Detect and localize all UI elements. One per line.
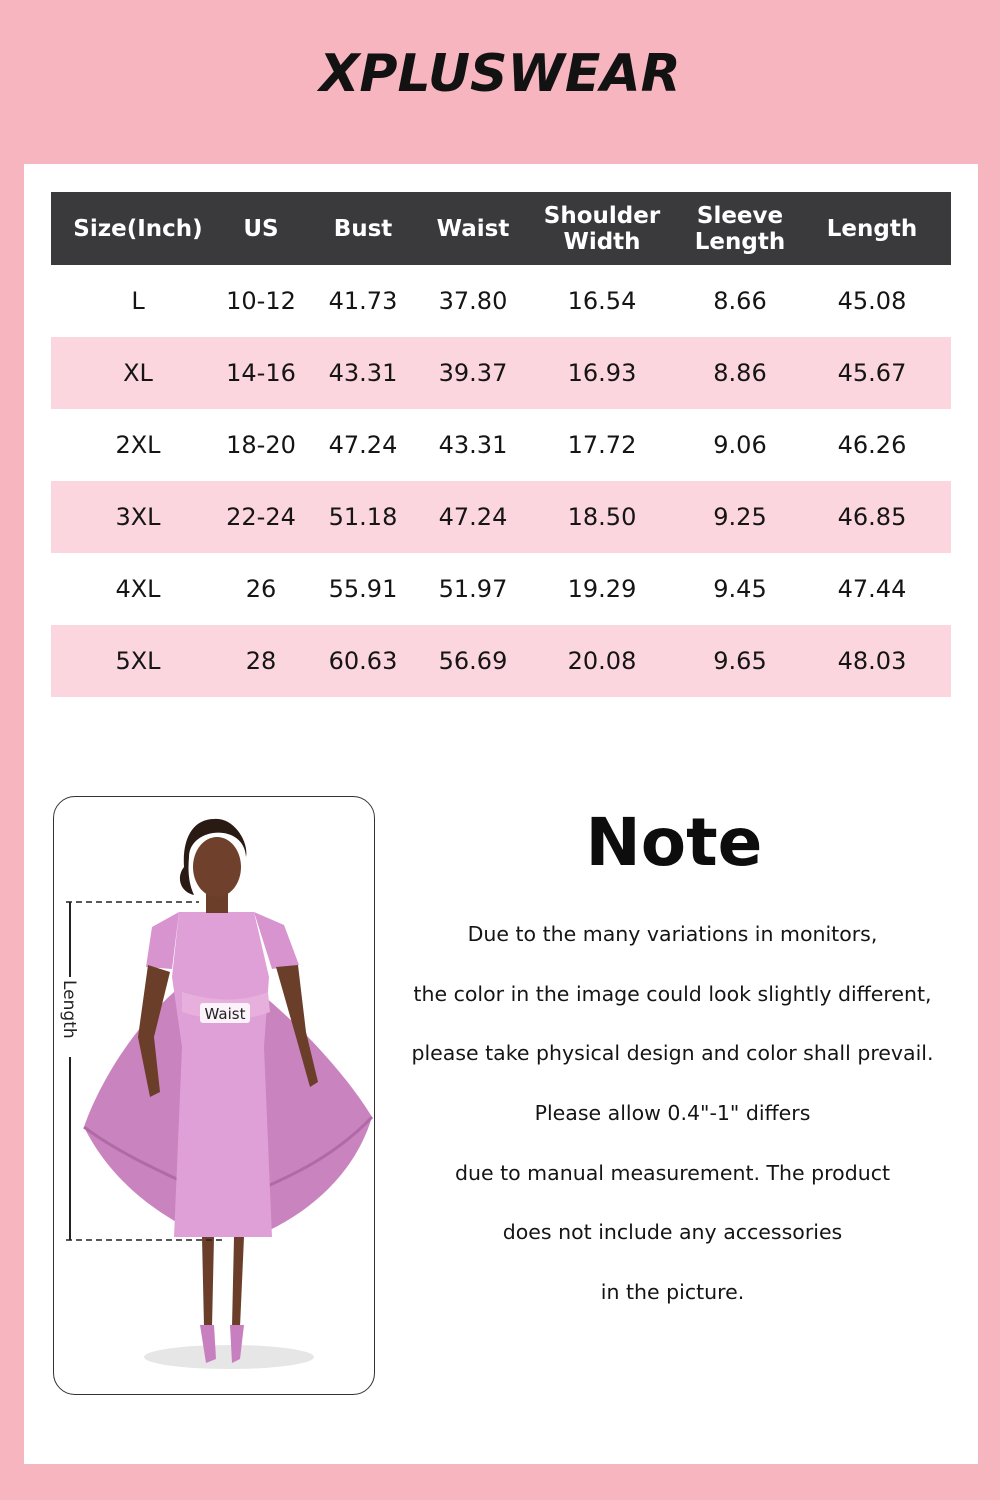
cell-length: 46.26 — [837, 431, 907, 459]
cell-waist: 39.37 — [429, 337, 517, 409]
cell-sleeve-length: 9.65 — [687, 625, 793, 697]
cell-length: 47.44 — [837, 575, 907, 603]
cell-length: 45.67 — [793, 337, 951, 409]
cell-sleeve-length: 8.86 — [687, 337, 793, 409]
cell-sleeve-length: 8.66 — [713, 287, 767, 315]
header-us: US — [225, 192, 297, 265]
cell-us: 10-12 — [226, 287, 296, 315]
cell-bust: 43.31 — [297, 337, 429, 409]
cell-waist: 37.80 — [438, 287, 508, 315]
note-text — [400, 916, 945, 1334]
note-line: Please allow 0.4"-1" differs — [534, 1101, 811, 1126]
header-size: Size(Inch) — [51, 192, 225, 265]
cell-length: 45.08 — [837, 287, 907, 315]
cell-bust: 51.18 — [297, 481, 429, 553]
cell-shoulder-width: 19.29 — [567, 575, 637, 603]
note-line: does not include any accessories — [502, 1220, 843, 1245]
cell-bust: 60.63 — [297, 625, 429, 697]
note-line: in the picture. — [600, 1280, 745, 1305]
cell-shoulder-width: 20.08 — [517, 625, 687, 697]
table-header-row — [51, 192, 951, 265]
cell-size: 4XL — [115, 575, 161, 603]
cell-size: L — [131, 287, 145, 315]
length-label: Length — [59, 980, 79, 1039]
cell-size: XL — [51, 337, 225, 409]
table-row — [51, 337, 951, 409]
note-line: please take physical design and color shall prevail. — [411, 1041, 934, 1066]
model-photo-card — [53, 796, 375, 1395]
note-line: Due to the many variations in monitors, — [467, 922, 878, 946]
cell-us: 14-16 — [225, 337, 297, 409]
cell-shoulder-width: 17.72 — [567, 431, 637, 459]
table-row — [51, 625, 951, 697]
cell-sleeve-length: 9.45 — [713, 575, 767, 603]
cell-waist: 43.31 — [438, 431, 508, 459]
cell-bust: 55.91 — [328, 575, 398, 603]
cell-shoulder-width: 16.54 — [567, 287, 637, 315]
cell-us: 28 — [225, 625, 297, 697]
table-row — [51, 553, 951, 625]
header-shoulder-width: Shoulder Width — [517, 192, 687, 265]
table-row — [51, 409, 951, 481]
cell-size: 5XL — [51, 625, 225, 697]
cell-shoulder-width: 18.50 — [517, 481, 687, 553]
header-waist: Waist — [429, 192, 517, 265]
model-illustration — [54, 797, 374, 1394]
table-row — [51, 265, 951, 337]
header-sleeve-length: Sleeve Length — [687, 192, 793, 265]
cell-sleeve-length: 9.25 — [687, 481, 793, 553]
note-title: Note — [585, 804, 763, 881]
note-line: the color in the image could look slightly different, — [413, 981, 932, 1006]
header-bust: Bust — [297, 192, 429, 265]
cell-bust: 47.24 — [328, 431, 398, 459]
cell-us: 26 — [245, 575, 277, 603]
cell-waist: 51.97 — [438, 575, 508, 603]
cell-shoulder-width: 16.93 — [517, 337, 687, 409]
cell-bust: 41.73 — [328, 287, 398, 315]
cell-length: 48.03 — [793, 625, 951, 697]
cell-waist: 47.24 — [429, 481, 517, 553]
content-panel — [24, 164, 978, 1464]
cell-waist: 56.69 — [429, 625, 517, 697]
cell-length: 46.85 — [793, 481, 951, 553]
header-length: Length — [793, 192, 951, 265]
waist-label: Waist — [204, 1005, 246, 1023]
cell-size: 2XL — [115, 431, 161, 459]
cell-sleeve-length: 9.06 — [713, 431, 767, 459]
size-chart-table — [51, 192, 951, 697]
cell-size: 3XL — [51, 481, 225, 553]
cell-us: 18-20 — [226, 431, 296, 459]
brand-logo: XPLUSWEAR — [319, 44, 681, 104]
table-row — [51, 481, 951, 553]
note-line: due to manual measurement. The product — [454, 1160, 891, 1185]
cell-us: 22-24 — [225, 481, 297, 553]
